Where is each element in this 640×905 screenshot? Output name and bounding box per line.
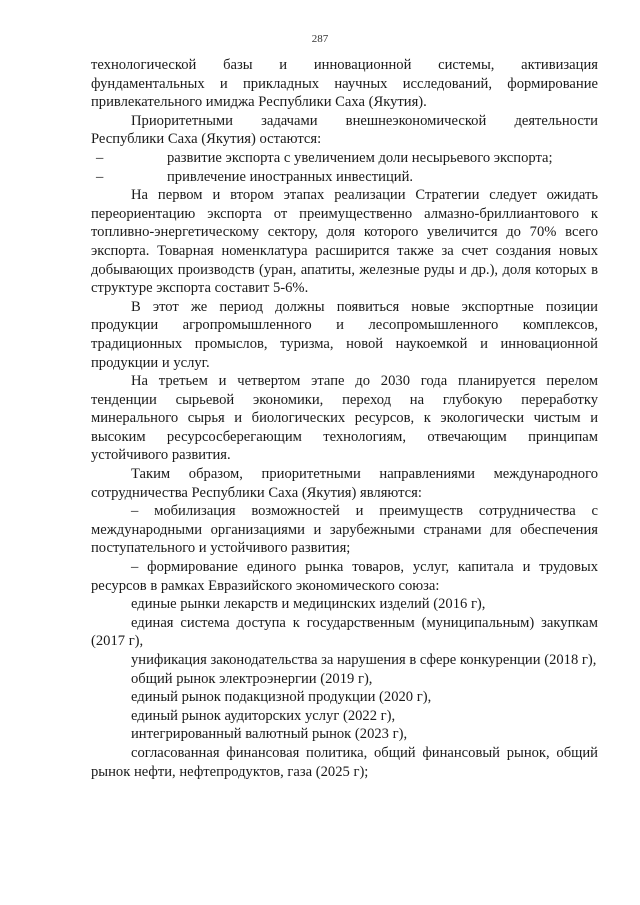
dash-marker: – <box>96 149 104 166</box>
paragraph: – формирование единого рынка товаров, услуг, капитала и трудовых ресурсов в рамках Евразийского экономического союза: <box>91 559 598 594</box>
paragraph: Таким образом, приоритетными направлениями международного сотрудничества Республики Саха (Якутия) являются: <box>91 466 598 501</box>
paragraph: На третьем и четвертом этапе до 2030 года планируется перелом тенденции сырьевой экономики, переход на глубокую переработку минерального сырья и биологических ресурсов, к экологически чистым и высоким ресурсосберегающим технологиям, отвечающим принципам устойчивого развития. <box>91 373 598 464</box>
list-item: единая система доступа к государственным (муниципальным) закупкам (2017 г), <box>91 614 598 650</box>
dash-list-item-text: развитие экспорта с увеличением доли несырьевого экспорта; <box>167 149 553 166</box>
dash-list-item-text: привлечение иностранных инвестиций. <box>167 168 414 185</box>
paragraph: На первом и втором этапах реализации Стратегии следует ожидать переориентацию экспорта от преимущественно алмазно-бриллиантового к топливно-энергетическому сектору, доля которого увеличится до 70% всего экспорта. Товарная номенклатура расширится также за счет создания новых добывающих производств (уран, апатиты, железные руды и др.), доля которых в структуре экспорта составит 5-6%. <box>91 187 598 297</box>
page-number: 287 <box>311 33 329 45</box>
list-item: унификация законодательства за нарушения в сфере конкуренции (2018 г), <box>131 652 597 668</box>
paragraph: – мобилизация возможностей и преимуществ сотрудничества с международными организациями и зарубежными странами для обеспечения поступательного и устойчивого развития; <box>91 503 598 557</box>
paragraph: Приоритетными задачами внешнеэкономической деятельности Республики Саха (Якутия) остаются: <box>91 112 598 148</box>
list-item: интегрированный валютный рынок (2023 г), <box>131 726 408 743</box>
dash-list-item <box>91 168 598 187</box>
dash-list-item <box>91 149 598 168</box>
list-item: единый рынок подакцизной продукции (2020 г), <box>131 689 432 706</box>
list-item: согласованная финансовая политика, общий финансовый рынок, общий рынок нефти, нефтепродуктов, газа (2025 г); <box>91 744 598 780</box>
paragraph: В этот же период должны появиться новые экспортные позиции продукции агропромышленного и лесопромышленного комплексов, традиционных промыслов, туризма, новой наукоемкой и инновационной продукции и услуг. <box>91 298 598 371</box>
dash-marker: – <box>96 168 104 185</box>
list-item: единый рынок аудиторских услуг (2022 г), <box>131 707 396 724</box>
paragraph: технологической базы и инновационной системы, активизация фундаментальных и прикладных научных исследований, формирование привлекательного имиджа Республики Саха (Якутия). <box>91 57 598 111</box>
list-item: единые рынки лекарств и медицинских изделий (2016 г), <box>131 596 486 613</box>
document-body <box>91 56 598 781</box>
list-item: общий рынок электроэнергии (2019 г), <box>131 670 373 687</box>
